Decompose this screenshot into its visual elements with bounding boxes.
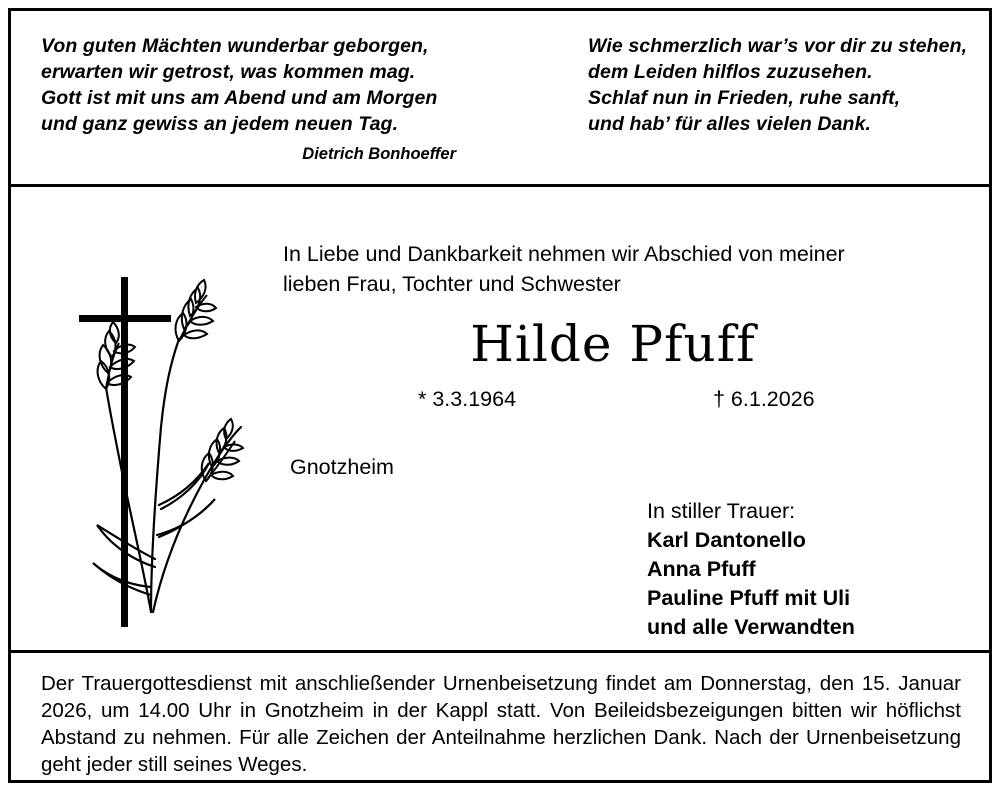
intro-line-2: lieben Frau, Tochter und Schwester xyxy=(283,272,621,296)
poem-section xyxy=(11,33,989,173)
main-section xyxy=(11,187,989,647)
poem-right-line-2: dem Leiden hilflos zuzusehen. xyxy=(588,61,873,83)
intro-line-1: In Liebe und Dankbarkeit nehmen wir Abschied von meiner xyxy=(283,242,845,266)
poem-right-line-3: Schlaf nun in Frieden, ruhe sanft, xyxy=(588,87,901,109)
service-details-text: Der Trauergottesdienst mit anschließender Urnenbeisetzung findet am Donnerstag, den 15. Januar 2026, um 14.00 Uhr in Gnotzheim in der Kappl statt. Von Beileidsbezeigungen bitten wir höflichst Abstand zu nehmen. Für alle Zeichen der Anteilnahme herzlichen Dank. Nach der Urnenbeisetzung geht jeder still seines Weges. xyxy=(41,672,961,776)
mourners-list xyxy=(647,526,967,642)
poem-right-line-4: und hab’ für alles vielen Dank. xyxy=(588,113,872,135)
deceased-name: Hilde Pfuff xyxy=(470,315,756,373)
poem-left-line-3: Gott ist mit uns am Abend und am Morgen xyxy=(41,87,438,109)
birth-date: * 3.3.1964 xyxy=(418,387,517,411)
mourner-name: Anna Pfuff xyxy=(647,557,756,581)
mourner-name: Pauline Pfuff mit Uli xyxy=(647,586,851,610)
notice-content xyxy=(11,11,989,780)
poem-left-line-4: und ganz gewiss an jedem neuen Tag. xyxy=(41,113,399,135)
poem-right xyxy=(588,33,988,137)
poem-left xyxy=(41,33,471,137)
mourners-title: In stiller Trauer: xyxy=(647,499,796,523)
divider-bottom xyxy=(11,650,989,653)
service-details xyxy=(41,670,961,778)
death-date: † 6.1.2026 xyxy=(713,387,815,411)
mourner-name: Karl Dantonello xyxy=(647,528,806,552)
poem-left-line-1: Von guten Mächten wunderbar geborgen, xyxy=(41,35,429,57)
poem-attribution: Dietrich Bonhoeffer xyxy=(302,145,456,163)
mourners-block xyxy=(647,497,967,642)
intro-text xyxy=(283,239,943,299)
poem-right-line-1: Wie schmerzlich war’s vor dir zu stehen, xyxy=(588,35,968,57)
poem-left-line-2: erwarten wir getrost, was kommen mag. xyxy=(41,61,416,83)
mourner-name: und alle Verwandten xyxy=(647,615,855,639)
cross-with-wheat-icon xyxy=(51,267,251,627)
place-name: Gnotzheim xyxy=(290,455,394,479)
